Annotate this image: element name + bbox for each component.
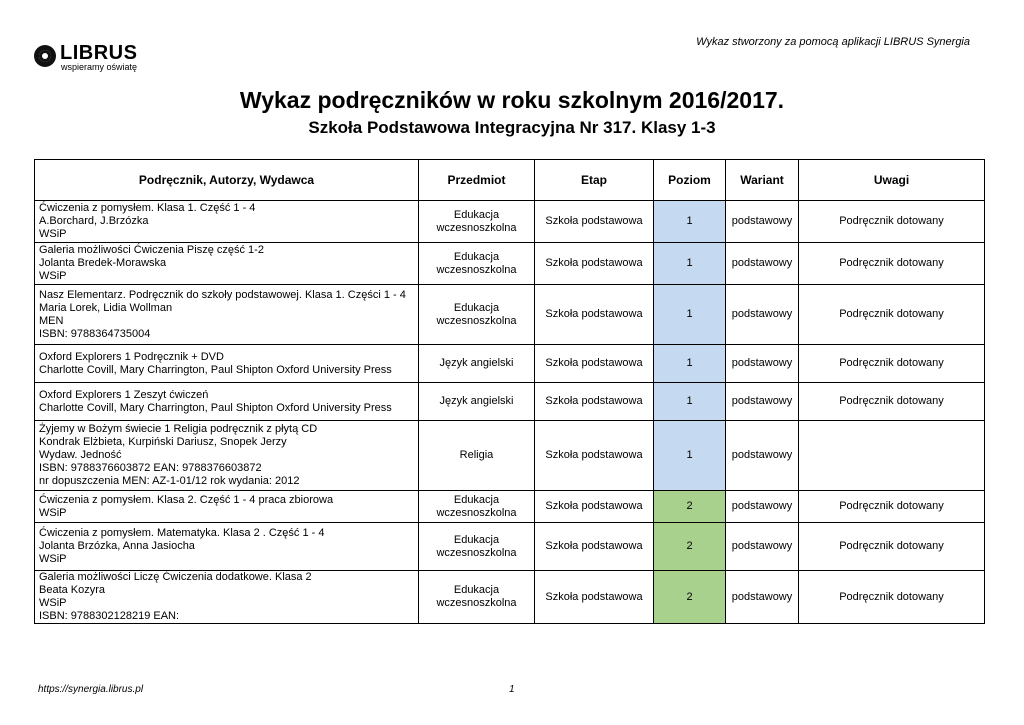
book-cell: Nasz Elementarz. Podręcznik do szkoły podstawowej. Klasa 1. Części 1 - 4 Maria Lorek, Lidia Wollman MEN ISBN: 9788364735004	[35, 285, 419, 345]
table-body	[35, 201, 985, 624]
table-header-row	[35, 160, 985, 201]
stage-cell: Szkoła podstawowa	[535, 491, 654, 523]
column-header-variant: Wariant	[726, 160, 799, 201]
variant-cell: podstawowy	[726, 383, 799, 421]
table-row	[35, 201, 985, 243]
stage-cell: Szkoła podstawowa	[535, 523, 654, 571]
variant-cell: podstawowy	[726, 243, 799, 285]
level-cell: 2	[654, 571, 726, 624]
notes-cell: Podręcznik dotowany	[799, 491, 985, 523]
librus-logo-icon	[34, 45, 56, 67]
column-header-level: Poziom	[654, 160, 726, 201]
stage-cell: Szkoła podstawowa	[535, 201, 654, 243]
variant-cell: podstawowy	[726, 285, 799, 345]
subject-cell: Religia	[419, 421, 535, 491]
subject-cell: Edukacja wczesnoszkolna	[419, 491, 535, 523]
stage-cell: Szkoła podstawowa	[535, 421, 654, 491]
level-cell: 1	[654, 201, 726, 243]
book-cell: Oxford Explorers 1 Zeszyt ćwiczeń Charlotte Covill, Mary Charrington, Paul Shipton Oxford University Press	[35, 383, 419, 421]
book-cell: Ćwiczenia z pomysłem. Matematyka. Klasa 2 . Część 1 - 4 Jolanta Brzózka, Anna Jasiocha WSiP	[35, 523, 419, 571]
variant-cell: podstawowy	[726, 523, 799, 571]
variant-cell: podstawowy	[726, 201, 799, 243]
page-number: 1	[509, 684, 515, 695]
table-row	[35, 491, 985, 523]
table-row	[35, 345, 985, 383]
notes-cell	[799, 421, 985, 491]
subject-cell: Edukacja wczesnoszkolna	[419, 285, 535, 345]
notes-cell: Podręcznik dotowany	[799, 523, 985, 571]
notes-cell: Podręcznik dotowany	[799, 243, 985, 285]
book-cell: Żyjemy w Bożym świecie 1 Religia podręcznik z płytą CD Kondrak Elżbieta, Kurpiński Dariusz, Snopek Jerzy Wydaw. Jedność ISBN: 9788376603872 EAN: 9788376603872 nr dopuszczenia MEN: AZ-1-01/12 rok wydania: 2012	[35, 421, 419, 491]
level-cell: 1	[654, 285, 726, 345]
stage-cell: Szkoła podstawowa	[535, 571, 654, 624]
level-cell: 1	[654, 383, 726, 421]
table-row	[35, 523, 985, 571]
subject-cell: Edukacja wczesnoszkolna	[419, 571, 535, 624]
level-cell: 2	[654, 523, 726, 571]
book-cell: Oxford Explorers 1 Podręcznik + DVD Charlotte Covill, Mary Charrington, Paul Shipton Oxford University Press	[35, 345, 419, 383]
book-cell: Ćwiczenia z pomysłem. Klasa 2. Część 1 - 4 praca zbiorowa WSiP	[35, 491, 419, 523]
logo-tagline: wspieramy oświatę	[61, 62, 138, 72]
level-cell: 1	[654, 243, 726, 285]
variant-cell: podstawowy	[726, 571, 799, 624]
subject-cell: Język angielski	[419, 345, 535, 383]
librus-logo	[34, 42, 144, 70]
column-header-notes: Uwagi	[799, 160, 985, 201]
book-cell: Galeria możliwości Liczę Ćwiczenia dodatkowe. Klasa 2 Beata Kozyra WSiP ISBN: 9788302128219 EAN:	[35, 571, 419, 624]
column-header-subject: Przedmiot	[419, 160, 535, 201]
stage-cell: Szkoła podstawowa	[535, 285, 654, 345]
level-cell: 1	[654, 421, 726, 491]
variant-cell: podstawowy	[726, 421, 799, 491]
table-row	[35, 243, 985, 285]
notes-cell: Podręcznik dotowany	[799, 201, 985, 243]
notes-cell: Podręcznik dotowany	[799, 345, 985, 383]
stage-cell: Szkoła podstawowa	[535, 345, 654, 383]
stage-cell: Szkoła podstawowa	[535, 383, 654, 421]
table-row	[35, 571, 985, 624]
footer-url: https://synergia.librus.pl	[38, 684, 144, 695]
book-cell: Ćwiczenia z pomysłem. Klasa 1. Część 1 - 4 A.Borchard, J.Brzózka WSiP	[35, 201, 419, 243]
column-header-stage: Etap	[535, 160, 654, 201]
notes-cell: Podręcznik dotowany	[799, 285, 985, 345]
column-header-book: Podręcznik, Autorzy, Wydawca	[35, 160, 419, 201]
textbook-table	[34, 159, 985, 624]
notes-cell: Podręcznik dotowany	[799, 383, 985, 421]
subject-cell: Edukacja wczesnoszkolna	[419, 243, 535, 285]
stage-cell: Szkoła podstawowa	[535, 243, 654, 285]
subject-cell: Edukacja wczesnoszkolna	[419, 201, 535, 243]
book-cell: Galeria możliwości Ćwiczenia Piszę część 1-2 Jolanta Bredek-Morawska WSiP	[35, 243, 419, 285]
level-cell: 1	[654, 345, 726, 383]
page-title: Wykaz podręczników w roku szkolnym 2016/2017.	[239, 87, 785, 113]
table-row	[35, 383, 985, 421]
subject-cell: Język angielski	[419, 383, 535, 421]
notes-cell: Podręcznik dotowany	[799, 571, 985, 624]
logo-name: LIBRUS	[60, 42, 138, 64]
variant-cell: podstawowy	[726, 491, 799, 523]
variant-cell: podstawowy	[726, 345, 799, 383]
subject-cell: Edukacja wczesnoszkolna	[419, 523, 535, 571]
level-cell: 2	[654, 491, 726, 523]
header-note: Wykaz stworzony za pomocą aplikacji LIBRUS Synergia	[696, 36, 970, 48]
table-row	[35, 421, 985, 491]
page-subtitle: Szkoła Podstawowa Integracyjna Nr 317. Klasy 1-3	[308, 118, 716, 137]
table-row	[35, 285, 985, 345]
